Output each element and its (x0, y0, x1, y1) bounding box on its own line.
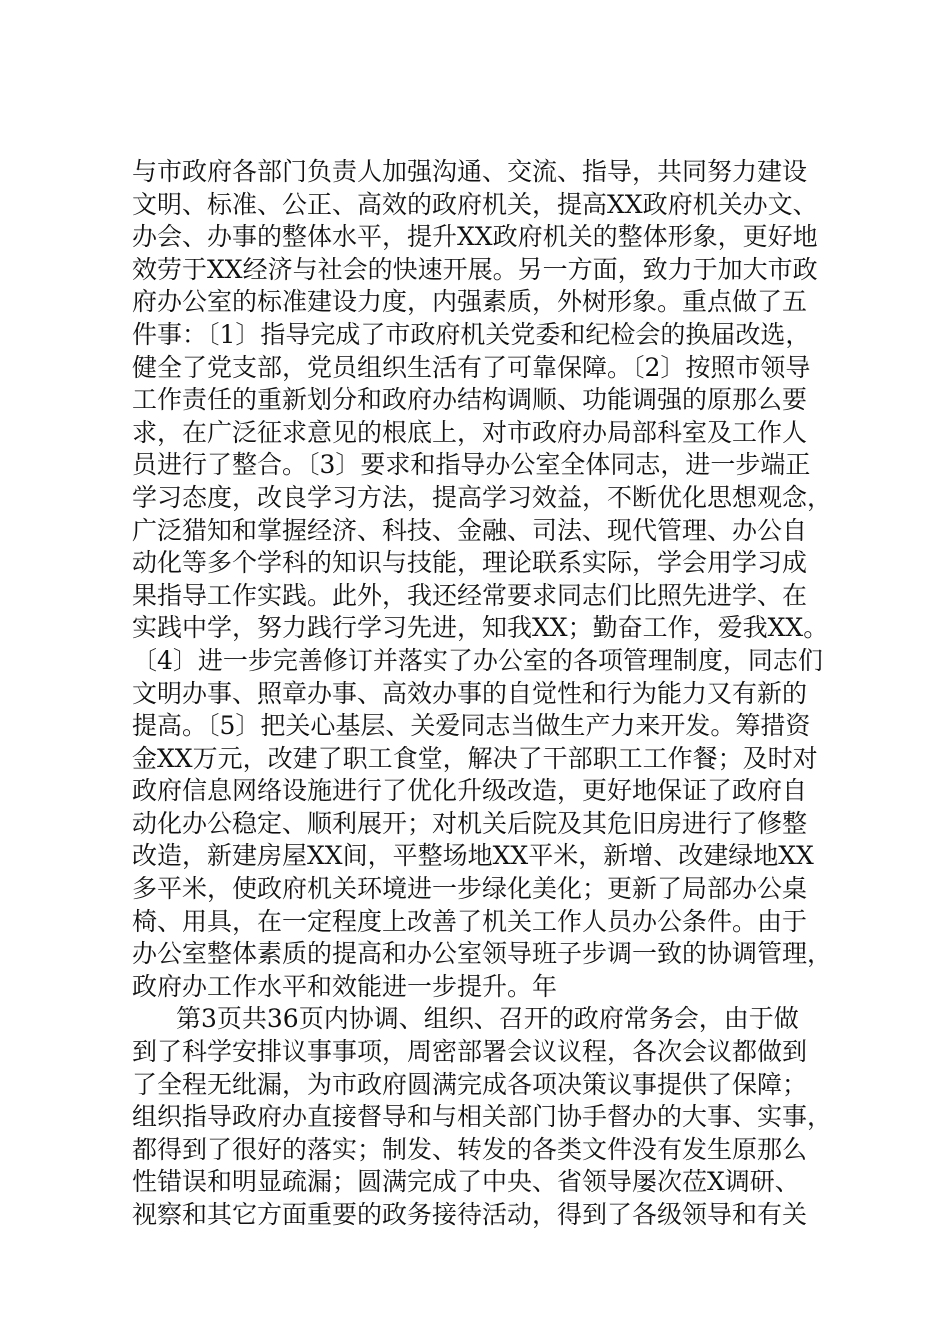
text-line: 到了科学安排议事事项，周密部署会议议程，各次会议都做到 (132, 1037, 808, 1067)
text-line: 多平米，使政府机关环境进一步绿化美化；更新了局部办公桌 (132, 874, 808, 904)
text-line: 广泛猎知和掌握经济、科技、金融、司法、现代管理、办公自 (132, 515, 808, 545)
text-line: 府办公室的标准建设力度，内强素质，外树形象。重点做了五 (132, 287, 808, 317)
text-line: 提高。〔5〕把关心基层、关爱同志当做生产力来开发。筹措资 (132, 711, 811, 741)
text-line: 工作责任的重新划分和政府办结构调顺、功能调强的原那么要 (132, 385, 808, 415)
text-line: 件事：〔1〕指导完成了市政府机关党委和纪检会的换届改选， (132, 319, 811, 349)
text-line: 文明办事、照章办事、高效办事的自觉性和行为能力又有新的 (132, 678, 808, 708)
text-line: 实践中学，努力践行学习先进，知我XX；勤奋工作，爱我XX。 (132, 613, 829, 643)
text-line: 学习态度，改良学习方法，提高学习效益，不断优化思想观念， (132, 482, 833, 512)
text-line: 文明、标准、公正、高效的政府机关，提高XX政府机关办文、 (132, 189, 818, 219)
text-line: 〔4〕进一步完善修订并落实了办公室的各项管理制度，同志们 (132, 645, 823, 675)
text-line: 政府信息网络设施进行了优化升级改造，更好地保证了政府自 (132, 776, 808, 806)
text-line: 求，在广泛征求意见的根底上，对市政府办局部科室及工作人 (132, 417, 808, 447)
text-line: 健全了党支部，党员组织生活有了可靠保障。〔2〕按照市领导 (132, 352, 811, 382)
text-line: 果指导工作实践。此外，我还经常要求同志们比照先进学、在 (132, 580, 808, 610)
text-line-indented: 第3页共36页内协调、组织、召开的政府常务会，由于做 (176, 1004, 799, 1034)
text-line: 办会、办事的整体水平，提升XX政府机关的整体形象，更好地 (132, 222, 818, 252)
text-line: 组织指导政府办直接督导和与相关部门协手督办的大事、实事， (132, 1102, 833, 1132)
text-line: 椅、用具，在一定程度上改善了机关工作人员办公条件。由于 (132, 906, 808, 936)
text-line: 改造，新建房屋XX间，平整场地XX平米，新增、改建绿地XX (132, 841, 814, 871)
text-line: 动化等多个学科的知识与技能，理论联系实际，学会用学习成 (132, 548, 808, 578)
text-line: 员进行了整合。〔3〕要求和指导办公室全体同志，进一步端正 (132, 450, 811, 480)
text-line: 办公室整体素质的提高和办公室领导班子步调一致的协调管理， (132, 939, 833, 969)
text-line: 视察和其它方面重要的政务接待活动，得到了各级领导和有关 (132, 1200, 808, 1229)
text-line: 都得到了很好的落实；制发、转发的各类文件没有发生原那么 (132, 1134, 808, 1164)
text-line: 了全程无纰漏，为市政府圆满完成各项决策议事提供了保障； (132, 1069, 808, 1099)
text-line: 动化办公稳定、顺利展开；对机关后院及其危旧房进行了修整 (132, 808, 808, 838)
body-text (132, 156, 832, 1232)
text-line: 性错误和明显疏漏；圆满完成了中央、省领导屡次莅X调研、 (132, 1167, 800, 1197)
text-line: 政府办工作水平和效能进一步提升。年 (132, 971, 558, 1001)
text-line: 金XX万元，改建了职工食堂，解决了干部职工工作餐；及时对 (132, 743, 818, 773)
text-line: 效劳于XX经济与社会的快速开展。另一方面，致力于加大市政 (132, 254, 818, 284)
text-line: 与市政府各部门负责人加强沟通、交流、指导，共同努力建设 (132, 157, 808, 186)
